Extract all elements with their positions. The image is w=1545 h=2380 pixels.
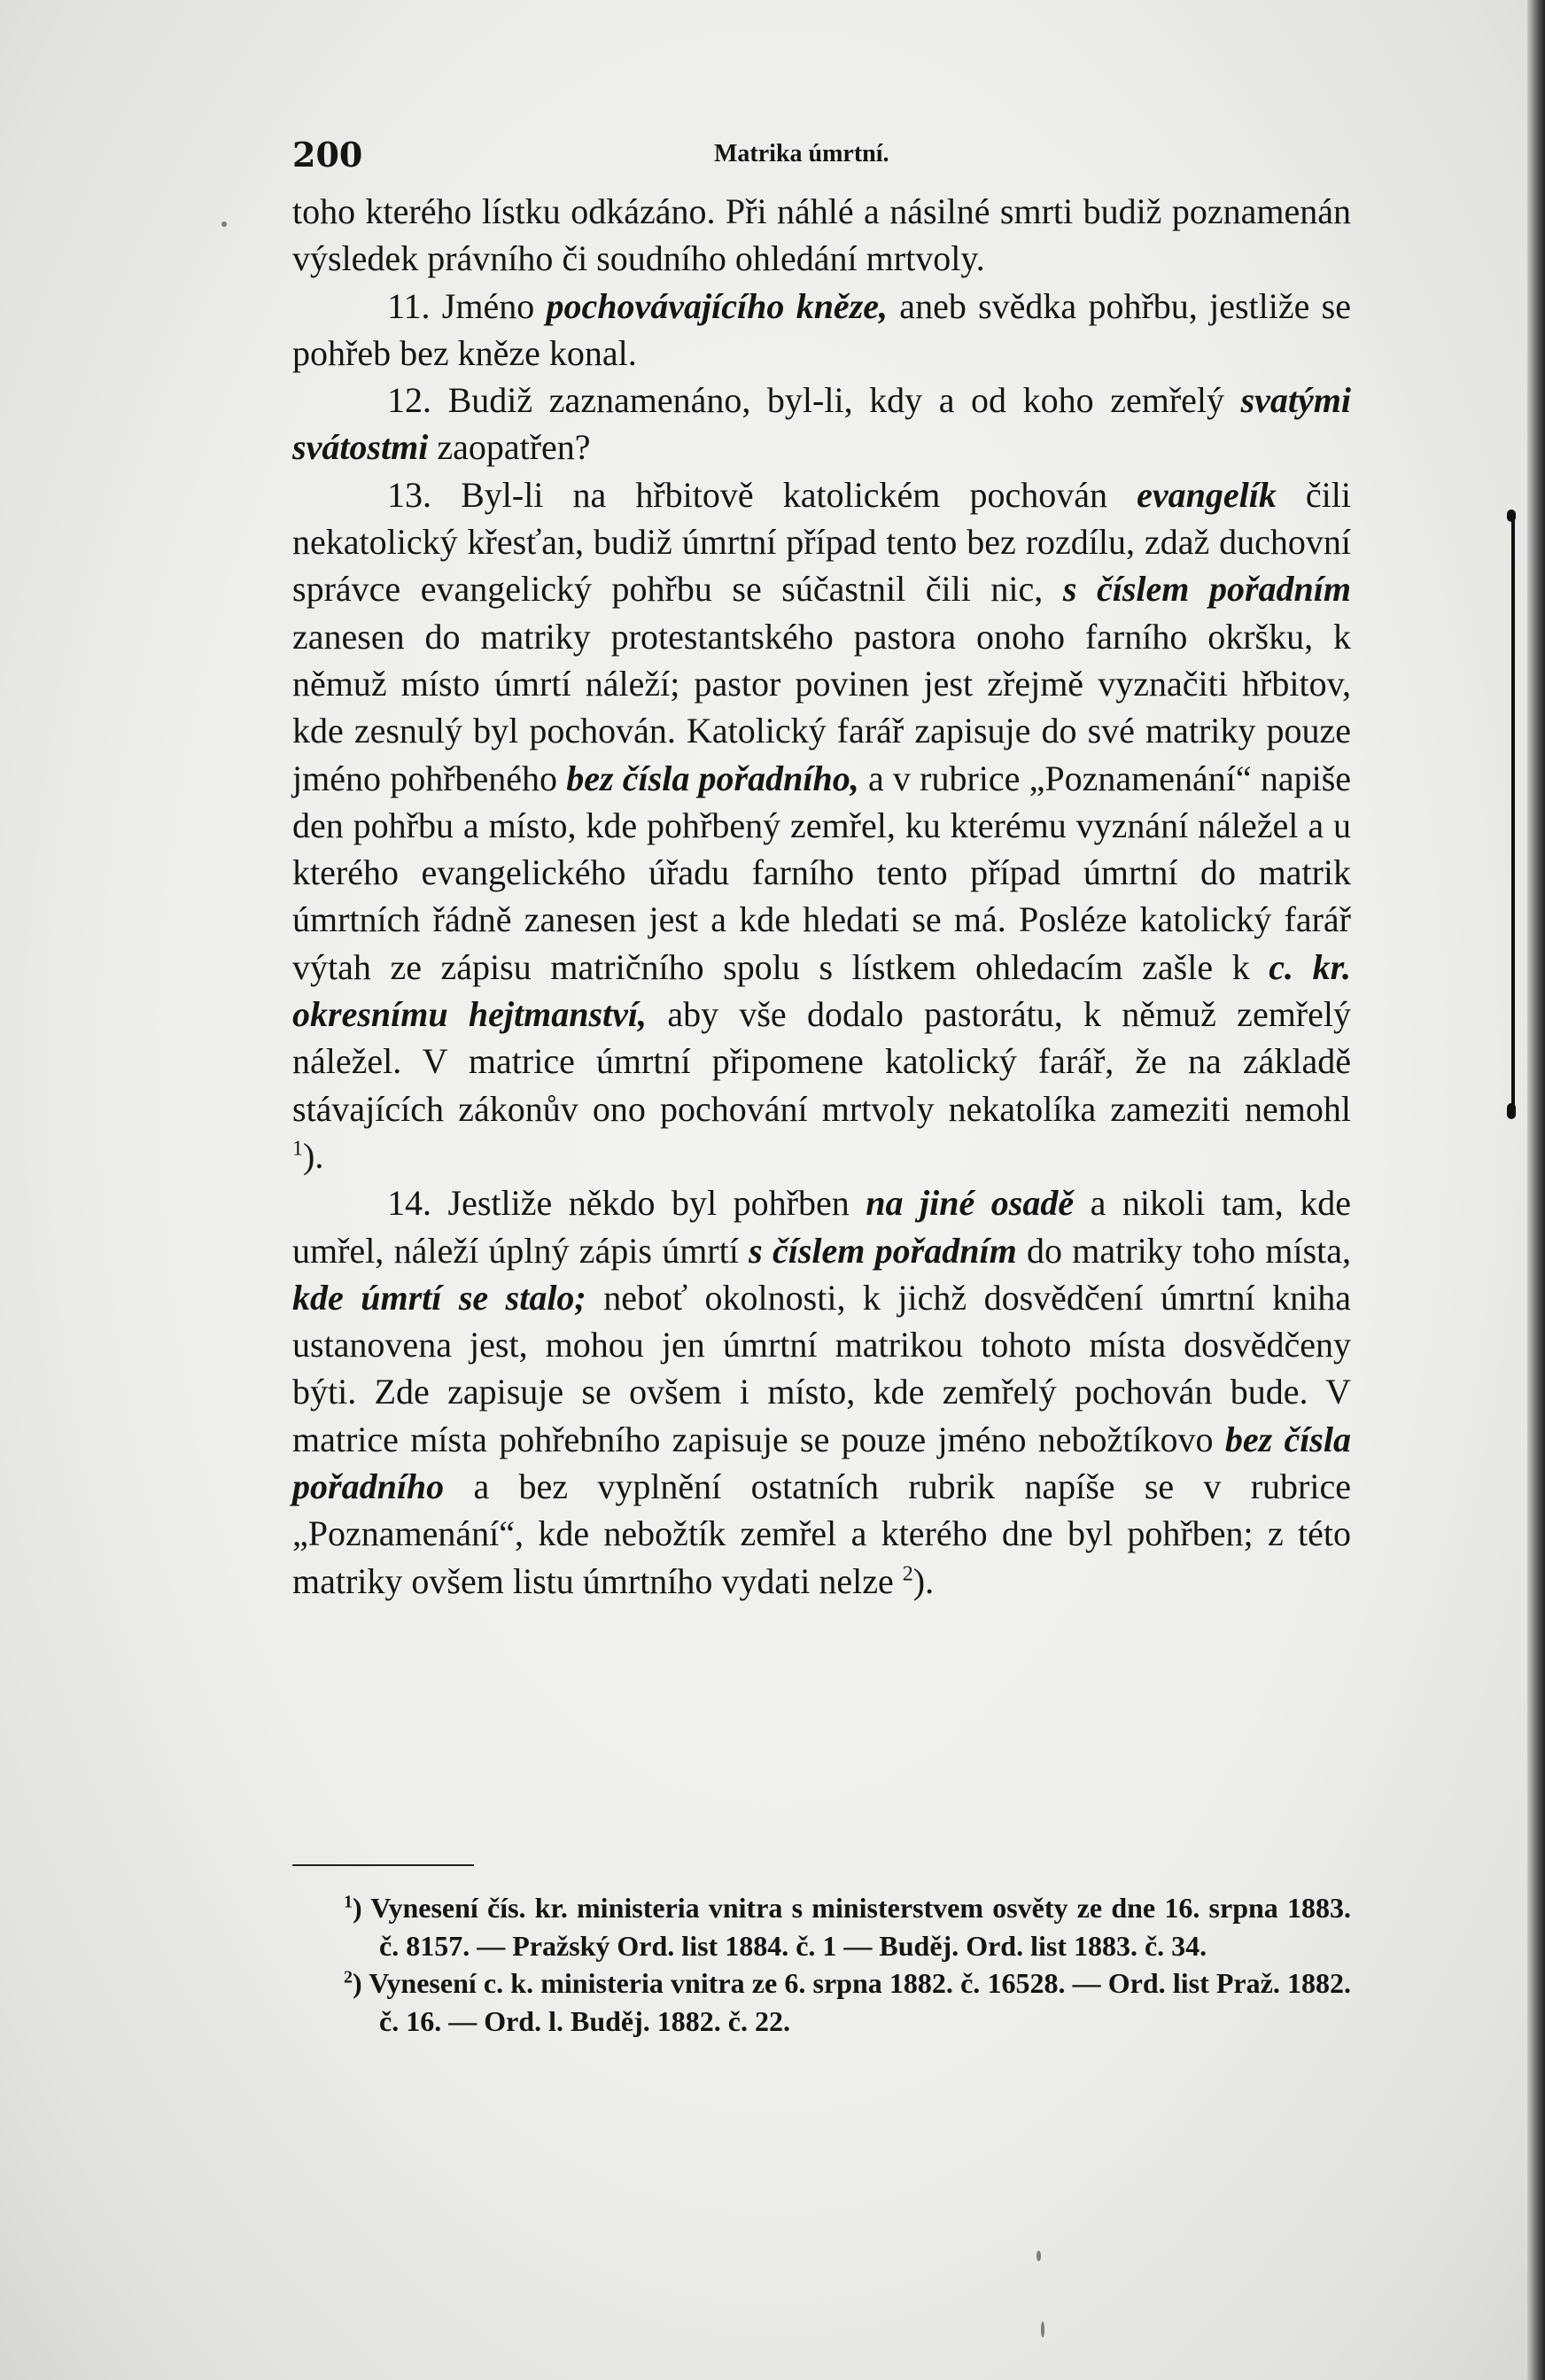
text-run: aneb svědka pohřbu, jestliže se pohřeb bez kněze konal. [292, 285, 1351, 373]
paper-speck [221, 222, 227, 227]
page-header [292, 135, 1351, 179]
text-run: čili nekatolický křesťan, budiž úmrtní případ tento bez rozdílu, zdaž duchovní správce evangelický pohřbu se súčastnil čili nic, [292, 474, 1351, 610]
margin-mark [1511, 514, 1515, 1116]
paragraph [292, 188, 1351, 283]
emphasis-text: na jiné osadě [866, 1183, 1075, 1224]
emphasis-text: s číslem pořadním [749, 1230, 1017, 1271]
text-run: do matriky toho místa, [1016, 1230, 1352, 1271]
emphasis-text: s číslem pořadním [1062, 569, 1351, 610]
footnote-rule [292, 1864, 474, 1866]
footnote-mark: 1 [344, 1892, 353, 1912]
text-run: 12. Budiž zaznamenáno, byl-li, kdy a od koho zemřelý [387, 380, 1241, 421]
emphasis-text: kde úmrtí se stalo; [292, 1277, 586, 1318]
footnote-mark: 2 [344, 1967, 353, 1987]
text-run: 11. Jméno [387, 285, 547, 326]
footnote-text: ) Vynesení čís. kr. ministeria vnitra s ministerstvem osvěty ze dne 16. srpna 1883. č. 8157. — Pražský Ord. list 1884. č. 1 — Buděj. Ord. list 1883. č. 34. [353, 1892, 1351, 1962]
footnote-ref: 1 [292, 1137, 303, 1161]
text-run: 13. Byl-li na hřbitově katolickém pochován [387, 474, 1137, 515]
emphasis-text: svatými svátostmi [292, 380, 1351, 468]
text-run: a bez vyplnění ostatních rubrik napíše se v rubrice „Poznamenání“, kde nebožtík zemřel a kterého dne byl pohřben; z této matriky ovšem listu úmrtního vydati nelze [292, 1466, 1351, 1601]
text-run: ). [912, 1560, 935, 1601]
paper-speck [1036, 2251, 1041, 2261]
paragraph [292, 377, 1351, 471]
paragraph [292, 1179, 1351, 1605]
paragraph [292, 471, 1351, 1179]
paper-speck [1041, 2322, 1044, 2337]
text-run: a v rubrice „Poznamenání“ napiše den pohřbu a místo, kde pohřbený zemřel, ku kterému vyznání náležel a u kterého evangelického úřadu farního tento případ úmrtní do matrik úmrtních řádně zanesen jest a kde hledati se má. Posléze katolický farář výtah ze zápisu matričního spolu s lístkem ohledacím zašle k [292, 758, 1352, 987]
emphasis-text: bez čísla pořadního [292, 1419, 1351, 1507]
text-run: 14. Jestliže někdo byl pohřben [387, 1183, 866, 1224]
text-run: zanesen do matriky protestantského pastora onoho farního okršku, k němuž místo úmrtí náleží; pastor povinen jest zřejmě vyznačiti hřbitov, kde zesnulý byl pochován. Katolický farář zapisuje do své matriky pouze jméno pohřbeného [292, 616, 1351, 798]
footnote-text: ) Vynesení c. k. ministeria vnitra ze 6. srpna 1882. č. 16528. — Ord. list Praž. 1882. č. 16. — Ord. l. Buděj. 1882. č. 22. [353, 1967, 1351, 2037]
paragraph [292, 283, 1351, 377]
emphasis-text: evangelík [1137, 474, 1277, 515]
text-run: zaopatřen? [428, 427, 591, 468]
emphasis-text: pochovávajícího kněze, [546, 285, 889, 326]
page-edge-shadow [1527, 0, 1545, 2380]
text-run: ). [303, 1135, 324, 1176]
footnotes [344, 1889, 1351, 2040]
margin-mark-cap [1507, 509, 1516, 522]
main-text [292, 188, 1351, 1605]
emphasis-text: c. kr. okresnímu hejtmanství, [292, 946, 1351, 1035]
text-run: neboť okolnosti, k jichž dosvědčení úmrtní kniha ustanovena jest, mohou jen úmrtní matrikou tohoto místa dosvědčeny býti. Zde zapisuje se ovšem i místo, kde zemřelý pochován bude. V matrice místa pohřebního zapisuje se pouze jméno nebožtíkovo [292, 1277, 1352, 1459]
running-title: Matrika úmrtní. [714, 140, 889, 167]
emphasis-text: bez čísla pořadního, [566, 758, 859, 798]
footnote-ref: 2 [902, 1562, 913, 1586]
margin-mark-cap [1507, 1103, 1516, 1119]
footnote [344, 1964, 1351, 2040]
text-run: aby vše dodalo pastorátu, k němuž zemřelý náležel. V matrice úmrtní připomene katolický farář, že na základě stávajících zákonův ono pochování mrtvoly nekatolíka zameziti nemohl [292, 994, 1351, 1129]
text-run: toho kterého lístku odkázáno. Při náhlé a násilné smrti budiž poznamenán výsledek právního či soudního ohledání mrtvoly. [292, 191, 1351, 279]
text-run: a nikoli tam, kde umřel, náleží úplný zápis úmrtí [292, 1183, 1351, 1271]
page-number: 200 [292, 135, 363, 175]
footnote [344, 1889, 1351, 1964]
